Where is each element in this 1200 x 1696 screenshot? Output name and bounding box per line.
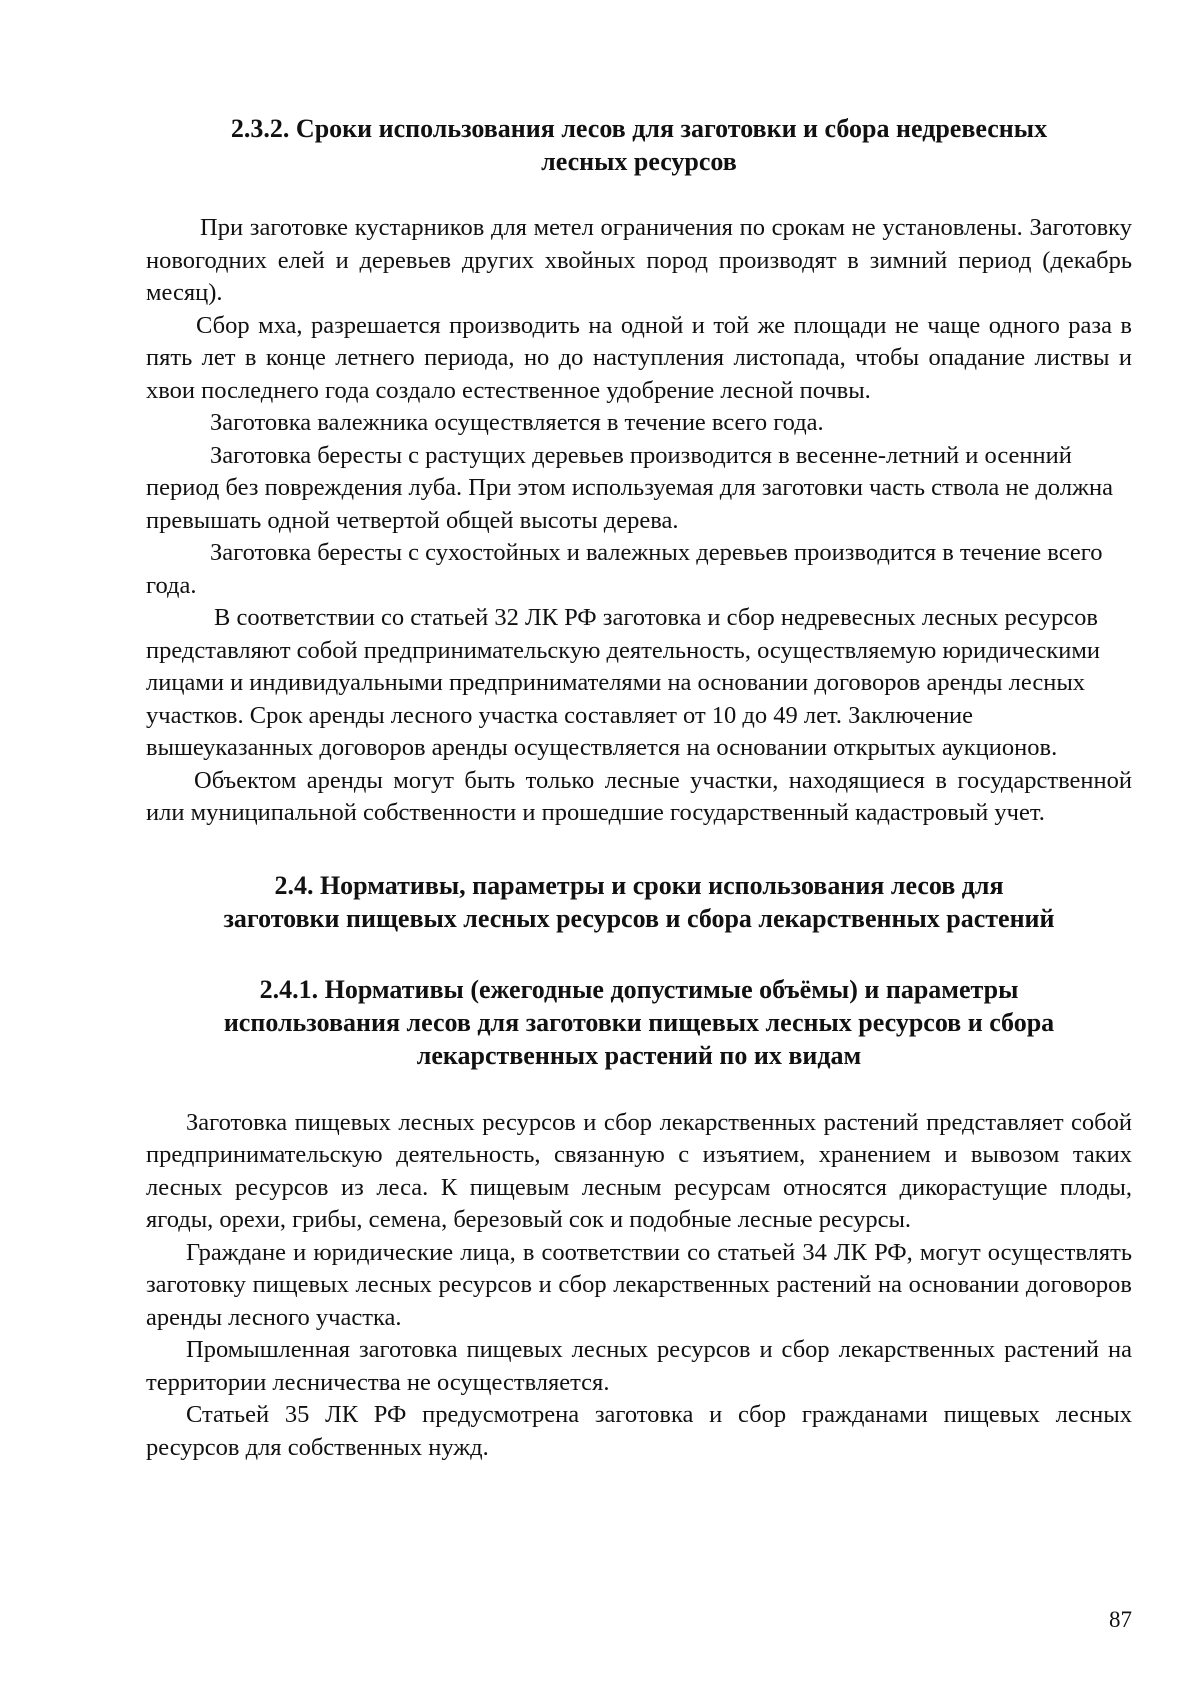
page-content — [146, 112, 1132, 1464]
paragraph: Объектом аренды могут быть только лесные участки, находящиеся в государственной или муниципальной собственности и прошедшие государственный кадастровый учет. — [146, 766, 1132, 826]
paragraph: Статьей 35 ЛК РФ предусмотрена заготовка и сбор гражданами пищевых лесных ресурсов для собственных нужд. — [146, 1401, 1132, 1461]
heading-line: 2.3.2. Сроки использования лесов для заготовки и сбора недревесных — [230, 114, 1048, 143]
paragraph: При заготовке кустарников для метел ограничения по срокам не установлены. Заготовку новогодних елей и деревьев других хвойных пород производят в зимний период (декабрь месяц). — [146, 214, 1132, 306]
paragraph: Сбор мха, разрешается производить на одной и той же площади не чаще одного раза в пять лет в конце летнего периода, но до наступления листопада, чтобы опадание листвы и хвои последнего года создало естественное удобрение лесной почвы. — [146, 311, 1132, 404]
heading-line: лекарственных растений по их видам — [416, 1040, 862, 1070]
heading-line: лесных ресурсов — [541, 147, 737, 176]
heading-line: использования лесов для заготовки пищевых лесных ресурсов и сбора — [223, 1007, 1055, 1037]
heading-line: 2.4. Нормативы, параметры и сроки использования лесов для — [274, 870, 1004, 900]
heading-line: заготовки пищевых лесных ресурсов и сбора лекарственных растений — [223, 903, 1055, 933]
section-heading-2-4-1 — [146, 973, 1132, 1072]
paragraph: Заготовка бересты с растущих деревьев производится в весенне-летний и осенний период без повреждения луба. При этом используемая для заготовки часть ствола не должна превышать одной четвертой общей высоты дерева. — [146, 441, 1113, 534]
section-heading-2-4 — [146, 869, 1132, 935]
section-heading-2-3-2 — [146, 112, 1132, 178]
paragraph: В соответствии со статьей 32 ЛК РФ заготовка и сбор недревесных лесных ресурсов представляют собой предпринимательскую деятельность, осуществляемую юридическими лицами и индивидуальными предпринимателями на основании договоров аренды лесных участков. Срок аренды лесного участка составляет от 10 до 49 лет. Заключение вышеуказанных договоров аренды осуществляется на основании открытых аукционов. — [146, 604, 1101, 761]
heading-line: 2.4.1. Нормативы (ежегодные допустимые объёмы) и параметры — [259, 974, 1019, 1004]
page-number: 87 — [1109, 1607, 1132, 1632]
paragraph: Заготовка бересты с сухостойных и валежных деревьев производится в течение всего года. — [146, 539, 1103, 599]
paragraph: Промышленная заготовка пищевых лесных ресурсов и сбор лекарственных растений на территории лесничества не осуществляется. — [146, 1336, 1132, 1396]
paragraph: Заготовка валежника осуществляется в течение всего года. — [210, 409, 824, 436]
paragraph: Заготовка пищевых лесных ресурсов и сбор лекарственных растений представляет собой предпринимательскую деятельность, связанную с изъятием, хранением и вывозом таких лесных ресурсов из леса. К пищевым лесным ресурсам относятся дикорастущие плоды, ягоды, орехи, грибы, семена, березовый сок и подобные лесные ресурсы. — [146, 1108, 1132, 1233]
paragraph: Граждане и юридические лица, в соответствии со статьей 34 ЛК РФ, могут осуществлять заготовку пищевых лесных ресурсов и сбор лекарственных растений на основании договоров аренды лесного участка. — [146, 1238, 1132, 1331]
